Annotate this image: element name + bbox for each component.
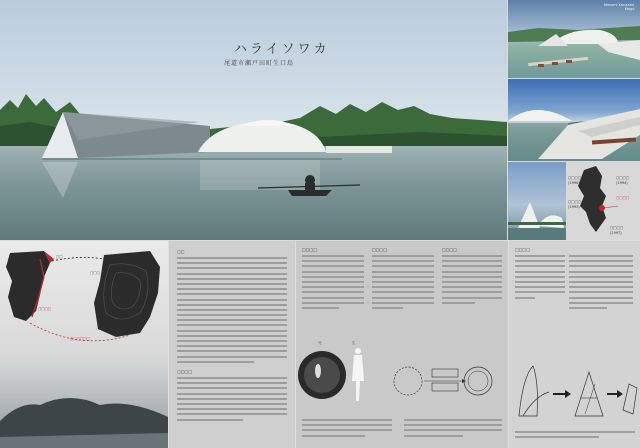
diagram-panel: □□□□ □□□□ □□□□ 生 死 xyxy=(296,241,508,448)
body-text-block xyxy=(177,257,287,366)
hero-render-image xyxy=(0,0,507,240)
building-render xyxy=(0,0,507,240)
side-render-aerial xyxy=(508,0,640,78)
figure-label-death: 死 xyxy=(318,341,322,345)
text-col-d xyxy=(569,255,633,312)
project-subtitle: 尾道市瀬戸田町生口島 xyxy=(224,60,295,67)
side-render-gate xyxy=(508,162,566,240)
site-map-panel: □□ □□□ □□□□ □□□□□□ xyxy=(0,241,168,448)
island-map: □□□□ (1990) □□□□ (1993) □□□□ (1994) □□□□ □□□□ (1997) xyxy=(566,162,640,240)
text-col-c xyxy=(442,255,502,307)
figure-label-life: 生 xyxy=(352,341,356,345)
author-caption-2: Keigo xyxy=(624,7,635,11)
text-col-b xyxy=(372,255,434,312)
project-title: ハライソワカ xyxy=(234,42,330,57)
author-caption: Masami Kanazaki xyxy=(604,3,635,7)
structure-panel: □□□□ xyxy=(509,241,640,448)
concept-text-column: □□ □□□□ xyxy=(169,241,295,448)
side-render-dome xyxy=(508,79,640,161)
body-text-block-2 xyxy=(177,377,287,424)
text-col-a xyxy=(302,255,364,312)
